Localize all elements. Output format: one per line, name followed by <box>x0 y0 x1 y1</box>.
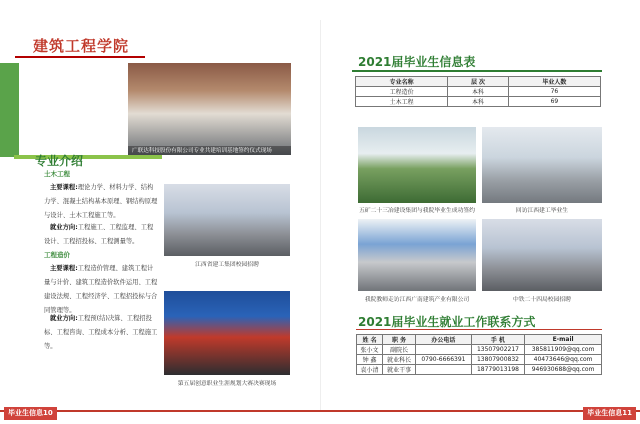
photo-caption-2: 回访江西建工毕业生 <box>515 208 569 214</box>
top-photo-caption: 广联达科技股份有限公司专业共建培训基地签约仪式现场 <box>132 148 272 154</box>
graduate-info-table <box>355 76 601 107</box>
jobs-label: 就业方向: <box>50 224 78 231</box>
email-link[interactable]: 946930688@qq.com <box>525 365 602 375</box>
signing-group-photo <box>358 127 476 203</box>
info-table-title: 2021届毕业生信息表 <box>358 55 476 69</box>
major-name-cost: 工程造价 <box>44 251 70 259</box>
table-cell: 副院长 <box>383 345 416 355</box>
table-header-cell: 职 务 <box>383 335 416 345</box>
table-cell: 13807900832 <box>471 355 524 365</box>
table-header-cell: 手 机 <box>471 335 524 345</box>
info-title-rule <box>352 70 602 72</box>
table-cell <box>416 365 472 375</box>
courses-text: 理论力学、材料力学、结构力学、混凝土结构基本原理、钢结构原理与设计、土木工程施工等。 <box>44 184 158 219</box>
table-row <box>357 365 602 375</box>
table-cell: 76 <box>508 87 600 97</box>
table-header-cell: 专业名称 <box>356 77 448 87</box>
table-cell: 就业干事 <box>383 365 416 375</box>
photo-caption-4: 中铁二十四局校园招聘 <box>513 297 571 303</box>
email-link[interactable]: 40473646@qq.com <box>525 355 602 365</box>
jobs-text: 工程施工、工程监理、工程设计、工程招投标、工程测量等。 <box>44 224 154 245</box>
career-contest-photo <box>164 291 290 375</box>
courses-label: 主要课程: <box>50 184 78 191</box>
table-cell: 69 <box>508 97 600 107</box>
contact-table-title: 2021届毕业生就业工作联系方式 <box>358 315 536 329</box>
major-cost-courses <box>44 262 159 318</box>
photo-caption-3: 我院教师走访江西广南建筑产业有限公司 <box>364 297 470 303</box>
teacher-visit-photo <box>358 219 476 291</box>
courses-label: 主要课程: <box>50 265 78 272</box>
table-cell: 本科 <box>448 87 509 97</box>
major-cost-jobs <box>44 312 159 354</box>
title-rule <box>15 56 145 58</box>
contact-title-rule <box>356 329 602 330</box>
recruitment-meeting-photo <box>164 184 290 256</box>
table-row <box>356 87 601 97</box>
table-cell: 0790-6666391 <box>416 355 472 365</box>
table-cell <box>416 345 472 355</box>
major-civil-courses <box>44 181 159 223</box>
table-cell: 袁小清 <box>357 365 383 375</box>
table-header-cell: 毕业人数 <box>508 77 600 87</box>
contact-table <box>356 334 602 375</box>
table-header-cell: 办公电话 <box>416 335 472 345</box>
right-footer-label: 毕业生信息11 <box>583 407 636 420</box>
table-header-row <box>357 335 602 345</box>
major-civil-jobs <box>44 221 159 249</box>
table-cell: 就业科长 <box>383 355 416 365</box>
table-header-cell: 姓 名 <box>357 335 383 345</box>
college-title: 建筑工程学院 <box>33 37 130 55</box>
table-header-cell: E-mail <box>525 335 602 345</box>
table-cell: 土木工程 <box>356 97 448 107</box>
jobs-label: 就业方向: <box>50 315 78 322</box>
table-header-row <box>356 77 601 87</box>
courses-text: 工程造价管理、建筑工程计量与计价、建筑工程造价软件运用、工程建设法规、工程经济学、工程招投标与合同管理等。 <box>44 265 158 314</box>
table-cell: 本科 <box>448 97 509 107</box>
table-cell: 18779013198 <box>471 365 524 375</box>
cooperation-signing-photo <box>128 63 291 155</box>
email-link[interactable]: 385811909@qq.com <box>525 345 602 355</box>
table-header-cell: 层 次 <box>448 77 509 87</box>
table-row <box>357 345 602 355</box>
table-row <box>357 355 602 365</box>
table-cell: 钟 鑫 <box>357 355 383 365</box>
jobs-text: 工程预(结)决算、工程招投标、工程咨询、工程成本分析、工程施工等。 <box>44 315 158 350</box>
bottom-photo-caption: 第五届创意职业生涯规划大赛决赛现场 <box>177 381 277 387</box>
railway-recruitment-photo <box>482 219 602 291</box>
green-decor-block <box>0 63 19 157</box>
table-row <box>356 97 601 107</box>
intro-heading: 专业介绍 <box>35 154 84 168</box>
table-cell: 工程造价 <box>356 87 448 97</box>
left-footer-label: 毕业生信息10 <box>4 407 57 420</box>
table-cell: 张小文 <box>357 345 383 355</box>
photo-caption-1: 五矿二十三冶建设集团与我院毕业生成功签约 <box>359 208 475 214</box>
page-gutter <box>320 20 321 410</box>
table-cell: 13507902217 <box>471 345 524 355</box>
company-visit-photo <box>482 127 602 203</box>
mid-photo-caption: 江西省建工集团校园招聘 <box>195 262 259 268</box>
major-name-civil: 土木工程 <box>44 170 70 178</box>
